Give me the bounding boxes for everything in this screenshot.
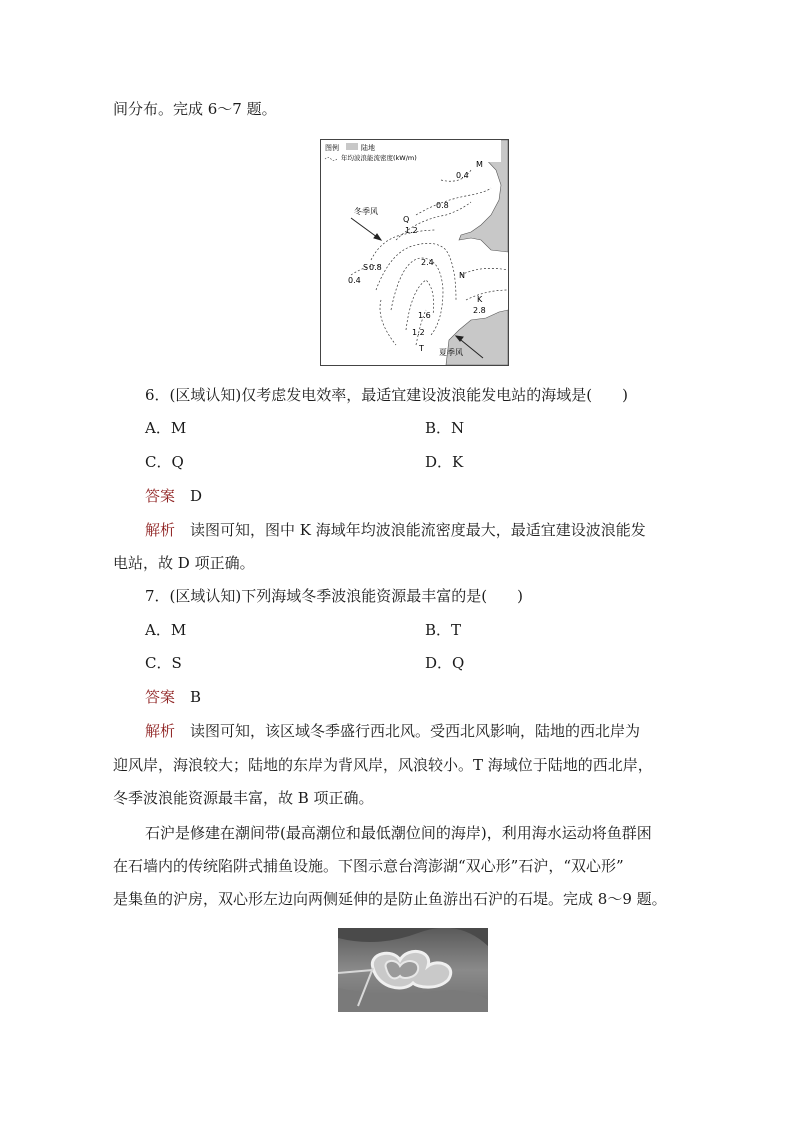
q7-option-a[interactable]: A．M	[145, 621, 187, 639]
q7-stem: 7．(区域认知)下列海域冬季波浪能资源最丰富的是( )	[145, 587, 523, 605]
q7-option-d[interactable]: D．Q	[425, 654, 465, 672]
point-Q: Q	[403, 215, 410, 224]
winter-wind-label: 冬季风	[354, 207, 378, 216]
double-heart-weir-photo	[338, 928, 488, 1012]
value-0-4-west: 0.4	[348, 276, 361, 285]
q6-option-a[interactable]: A．M	[145, 419, 187, 437]
legend-land-label: 陆地	[361, 144, 375, 152]
legend-line-label: 年均波浪能流密度(kW/m)	[341, 154, 417, 162]
legend-land-swatch	[346, 143, 358, 150]
q6-analysis-label: 解析	[145, 521, 176, 539]
q7-option-c[interactable]: C．S	[145, 654, 182, 672]
q6-option-c[interactable]: C．Q	[145, 453, 184, 471]
value-0-8-west: 0.8	[369, 263, 382, 272]
value-1-2-north: 1.2	[405, 226, 418, 235]
point-S: S	[363, 263, 369, 272]
q7-analysis-3: 冬季波浪能资源最丰富，故 B 项正确。	[113, 789, 374, 807]
value-2-4: 2.4	[421, 258, 434, 267]
point-N: N	[459, 271, 465, 280]
passage-line-2: 在石墙内的传统陷阱式捕鱼设施。下图示意台湾澎湖“双心形”石沪，“双心形”	[113, 857, 624, 875]
q6-option-b[interactable]: B．N	[425, 419, 465, 437]
q6-answer	[145, 486, 202, 506]
q7-analysis-label: 解析	[145, 722, 176, 740]
value-2-8: 2.8	[473, 306, 486, 315]
passage-line-3: 是集鱼的沪房，双心形左边向两侧延伸的是防止鱼游出石沪的石堤。完成 8～9 题。	[113, 890, 667, 908]
legend-title: 图例	[325, 144, 339, 152]
value-0-8-north: 0.8	[436, 201, 449, 210]
summer-wind-label: 夏季风	[439, 348, 463, 357]
q6-stem: 6．(区域认知)仅考虑发电效率，最适宜建设波浪能发电站的海域是( )	[145, 386, 628, 404]
point-K: K	[477, 295, 483, 304]
wave-energy-map	[320, 139, 509, 366]
q6-answer-label: 答案	[145, 487, 176, 505]
q6-analysis-text-1: 读图可知，图中 K 海域年均波浪能流密度最大，最适宜建设波浪能发	[190, 521, 646, 539]
q7-analysis-text-1: 读图可知，该区域冬季盛行西北风。受西北风影响，陆地的西北岸为	[190, 722, 641, 740]
value-0-4-north: 0.4	[456, 171, 469, 180]
point-M: M	[476, 160, 483, 169]
point-T: T	[419, 344, 424, 353]
q7-answer-label: 答案	[145, 688, 176, 706]
q7-answer-value: B	[190, 688, 202, 706]
q7-analysis-1	[145, 721, 640, 741]
q6-analysis-2: 电站，故 D 项正确。	[113, 554, 255, 572]
intro-tail: 间分布。完成 6～7 题。	[113, 100, 277, 118]
q6-analysis-1	[145, 520, 646, 540]
q7-answer	[145, 687, 201, 707]
q6-option-d[interactable]: D．K	[425, 453, 464, 471]
q7-option-b[interactable]: B．T	[425, 621, 462, 639]
passage-line-1: 石沪是修建在潮间带(最高潮位和最低潮位间的海岸)，利用海水运动将鱼群困	[145, 824, 652, 842]
q7-analysis-2: 迎风岸，海浪较大；陆地的东岸为背风岸，风浪较小。T 海域位于陆地的西北岸，	[113, 756, 653, 774]
value-1-2-south: 1.2	[412, 328, 425, 337]
value-1-6: 1.6	[418, 311, 431, 320]
q6-answer-value: D	[190, 487, 203, 505]
